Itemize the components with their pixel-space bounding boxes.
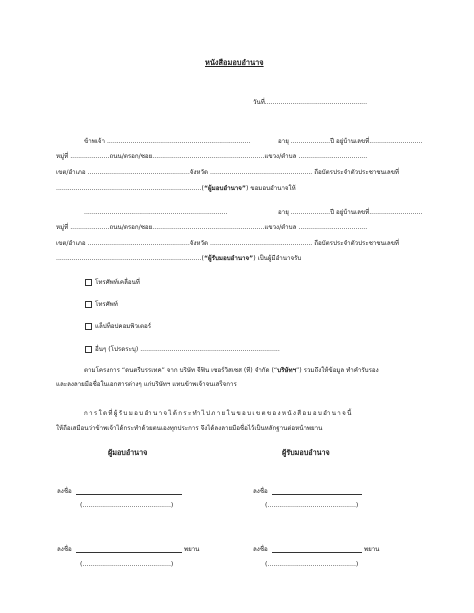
grantor-role-label: “ผู้มอบอำนาจ”	[203, 185, 246, 192]
witness-2-sign-label: ลงชื่อ	[253, 546, 268, 553]
page-title: หนังสือมอบอำนาจ	[205, 58, 264, 67]
paragraph-1-line-2: และลงลายมือชื่อในเอกสารต่างๆ แก่บริษัทฯ แทนข้าพเจ้าจนเสร็จการ	[56, 381, 237, 388]
witness-2-label: พยาน	[364, 546, 380, 553]
paragraph-1-text-b: ”) รวมถึงให้ข้อมูล ทำคำรับรอง	[296, 367, 379, 374]
option-checkbox-phone[interactable]	[85, 301, 92, 308]
option-checkbox-laptop[interactable]	[85, 323, 92, 330]
witness-1-signature-line[interactable]	[76, 552, 182, 553]
option-label-phone: โทรศัพท์	[95, 301, 118, 308]
grantor-name-line: ข้าพเจ้า .........................................................................	[84, 138, 251, 145]
witness-2-printed-name: (.............................................)	[265, 561, 359, 568]
witness-1-printed-name: (.............................................)	[80, 561, 174, 568]
grantor-age-line: อายุ ....................ปี อยู่บ้านเลขที่...........................	[278, 138, 423, 145]
grantee-signature-title: ผู้รับมอบอำนาจ	[282, 448, 330, 457]
paragraph-2-line-2: ให้ถือเสมือนว่าข้าพเจ้าได้กระทำด้วยตนเองทุกประการ จึงได้ลงลายมือชื่อไว้เป็นหลักฐานต่อหน้าพยาน	[56, 425, 323, 432]
grantee-id-dots: ..........................................................................(	[56, 255, 204, 262]
grantor-id-dots: ..........................................................................(	[56, 185, 204, 192]
option-checkbox-mobile[interactable]	[85, 279, 92, 286]
grantor-district-line: เขต/อำเภอ ....................................................จังหวัด .................................................... ถือบัตรประจำตัวประชาชนเลขที่	[56, 169, 400, 176]
grantee-printed-name: (.............................................)	[265, 502, 359, 509]
option-label-laptop: แล็ปท็อปคอมพิวเตอร์	[95, 323, 152, 330]
grantee-age-line: อายุ ....................ปี อยู่บ้านเลขที่...........................	[278, 209, 423, 216]
grantor-address-line: หมู่ที่ ....................ถนน/ตรอก/ซอย.........................................................แขวง/ตำบล ...................................	[56, 153, 368, 160]
grantor-id-line	[56, 185, 296, 193]
option-checkbox-other[interactable]	[85, 346, 92, 353]
grantor-sign-label: ลงชื่อ	[57, 488, 72, 495]
company-short-name: บริษัทฯ	[277, 367, 297, 374]
grantee-role-tail: ) เป็นผู้มีอำนาจรับ	[253, 255, 302, 262]
grantee-role-label: “ผู้รับมอบอำนาจ”	[203, 255, 254, 262]
witness-1-sign-label: ลงชื่อ	[57, 546, 72, 553]
grantor-signature-title: ผู้มอบอำนาจ	[108, 448, 148, 457]
grantee-address-line: หมู่ที่ ....................ถนน/ตรอก/ซอย.........................................................แขวง/ตำบล ...................................	[56, 224, 368, 231]
grantee-id-line	[56, 255, 301, 263]
grantee-signature-line[interactable]	[272, 494, 362, 495]
grantee-sign-label: ลงชื่อ	[253, 488, 268, 495]
date-line: วันที่....................................................	[253, 99, 368, 106]
option-label-mobile: โทรศัพท์เคลื่อนที่	[95, 279, 140, 286]
grantor-role-tail: ) ขอมอบอำนาจให้	[245, 185, 296, 192]
witness-2-signature-line[interactable]	[272, 552, 362, 553]
witness-1-label: พยาน	[184, 546, 200, 553]
grantor-signature-line[interactable]	[76, 494, 182, 495]
option-label-other: อื่นๆ (โปรดระบุ) .......................................................................	[95, 346, 280, 353]
grantee-district-line: เขต/อำเภอ ....................................................จังหวัด .................................................... ถือบัตรประจำตัวประชาชนเลขที่	[56, 240, 400, 247]
grantee-name-line: .........................................................................	[84, 209, 228, 216]
paragraph-1-text-a: ตามโครงการ “ดนตรีบรรเทค” จาก บริษัท จีฟิน เซอร์วิสเซส (ที) จำกัด (“	[84, 367, 278, 374]
grantor-printed-name: (.............................................)	[80, 502, 174, 509]
paragraph-2-line-1: การใดที่ผู้รับมอบอำนาจได้กระทำไปภายในขอบเขตของหนังสือมอบอำนาจนี้	[84, 410, 353, 417]
paragraph-1-line-1	[84, 367, 379, 375]
